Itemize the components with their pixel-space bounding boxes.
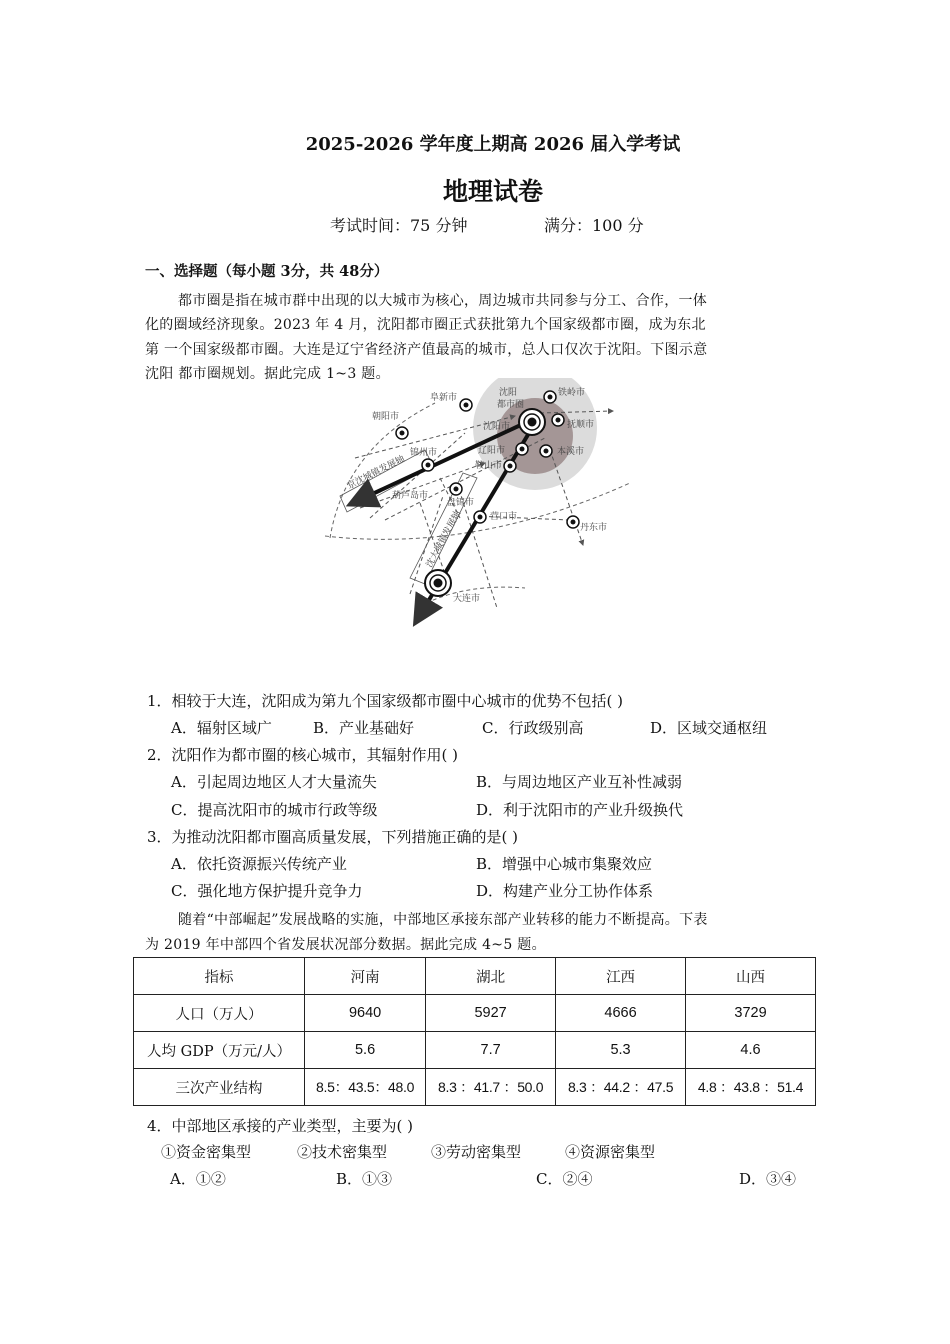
table-header: 江西 xyxy=(556,958,686,995)
table-cell: 7.7 xyxy=(426,1032,556,1069)
q1-stem: 1．相较于大连，沈阳成为第九个国家级都市圈中心城市的优势不包括( ) xyxy=(147,692,624,710)
intro2-line-2: 为 2019 年中部四个省发展状况部分数据。据此完成 4~5 题。 xyxy=(145,937,546,953)
label-yingkou: 营口市 xyxy=(490,512,518,522)
table-cell: 三次产业结构 xyxy=(134,1069,305,1106)
intro-line-1: 都市圈是指在城市群中出现的以大城市为核心，周边城市共同参与分工、合作，一体 xyxy=(178,293,708,309)
table-row xyxy=(134,1032,816,1069)
q1-option-c[interactable]: C．行政级别高 xyxy=(482,719,584,737)
label-liaoyang: 辽阳市 xyxy=(478,446,506,456)
table-header-row xyxy=(134,958,816,995)
table-cell: 9640 xyxy=(305,995,426,1032)
table-cell: 8.3 ：44.2 ：47.5 xyxy=(556,1069,686,1106)
intro2-line-1: 随着“中部崛起”发展战略的实施，中部地区承接东部产业转移的能力不断提高。下表 xyxy=(178,912,708,928)
table-cell: 人口（万人） xyxy=(134,995,305,1032)
label-shenyang: 沈阳市 xyxy=(483,422,511,432)
city-dalian xyxy=(425,570,451,596)
q4-stem: 4．中部地区承接的产业类型，主要为( ) xyxy=(147,1117,414,1135)
q3-stem: 3．为推动沈阳都市圈高质量发展，下列措施正确的是( ) xyxy=(147,828,519,846)
label-benxi: 本溪市 xyxy=(557,447,585,457)
q2-option-a[interactable]: A．引起周边地区人才大量流失 xyxy=(171,773,377,791)
label-fushun: 抚顺市 xyxy=(567,420,595,430)
table-header: 河南 xyxy=(305,958,426,995)
intro-line-3: 第 一个国家级都市圈。大连是辽宁省经济产值最高的城市，总人口仅次于沈阳。下图示意 xyxy=(145,342,708,358)
q3-option-b[interactable]: B．增强中心城市集聚效应 xyxy=(476,855,653,873)
q1-option-d[interactable]: D．区域交通枢纽 xyxy=(650,719,768,737)
q4-option-c[interactable]: C．②④ xyxy=(536,1170,593,1188)
table-cell: 5927 xyxy=(426,995,556,1032)
intro-line-2: 化的圈域经济现象。2023 年 4 月，沈阳都市圈正式获批第九个国家级都市圈，成为东北 xyxy=(145,317,706,333)
q2-option-d[interactable]: D．利于沈阳市的产业升级换代 xyxy=(476,801,684,819)
q4-item-1: ①资金密集型 xyxy=(161,1143,252,1161)
q4-option-d[interactable]: D．③④ xyxy=(739,1170,797,1188)
subject-title: 地理试卷 xyxy=(442,177,543,206)
label-shenyang-metro: 沈阳 xyxy=(499,388,518,398)
section-heading: 一、选择题（每小题 3分，共 48分） xyxy=(145,263,389,280)
label-panjin: 盘锦市 xyxy=(447,498,475,508)
table-cell: 4.8 ：43.8 ：51.4 xyxy=(686,1069,816,1106)
label-axis1: 京沈城镇发展轴 xyxy=(345,454,407,492)
table-cell: 4666 xyxy=(556,995,686,1032)
label-axis2: 沈大城镇发展轴 xyxy=(424,509,464,570)
q2-stem: 2．沈阳作为都市圈的核心城市，其辐射作用( ) xyxy=(147,746,459,764)
q2-option-b[interactable]: B．与周边地区产业互补性减弱 xyxy=(476,773,683,791)
label-anshan: 鞍山市 xyxy=(475,461,503,471)
table-row xyxy=(134,995,816,1032)
table-cell: 5.3 xyxy=(556,1032,686,1069)
q4-item-4: ④资源密集型 xyxy=(565,1143,656,1161)
table-cell: 8.5：43.5：48.0 xyxy=(305,1069,426,1106)
table-cell: 5.6 xyxy=(305,1032,426,1069)
exam-title: 2025-2026 学年度上期高 2026 届入学考试 xyxy=(305,134,681,155)
label-shenyang-metro2: 都市圈 xyxy=(497,400,525,410)
table-header: 山西 xyxy=(686,958,816,995)
q2-option-c[interactable]: C．提高沈阳市的城市行政等级 xyxy=(171,801,378,819)
province-data-table xyxy=(133,957,816,1106)
table-cell: 4.6 xyxy=(686,1032,816,1069)
table-header: 指标 xyxy=(134,958,305,995)
label-dandong: 丹东市 xyxy=(580,523,608,533)
q4-option-a[interactable]: A．①② xyxy=(170,1170,226,1188)
table-row xyxy=(134,1069,816,1106)
city-shenyang xyxy=(519,409,545,435)
label-huludao: 葫芦岛市 xyxy=(392,491,429,501)
q3-option-c[interactable]: C．强化地方保护提升竞争力 xyxy=(171,882,363,900)
table-cell: 8.3 ：41.7 ：50.0 xyxy=(426,1069,556,1106)
q1-option-b[interactable]: B．产业基础好 xyxy=(313,719,415,737)
q3-option-a[interactable]: A．依托资源振兴传统产业 xyxy=(171,855,347,873)
label-fuxin: 阜新市 xyxy=(430,393,458,403)
exam-time: 考试时间：75 分钟 xyxy=(330,216,468,235)
q3-option-d[interactable]: D．构建产业分工协作体系 xyxy=(476,882,654,900)
q1-option-a[interactable]: A．辐射区域广 xyxy=(171,719,272,737)
table-cell: 3729 xyxy=(686,995,816,1032)
q4-option-b[interactable]: B．①③ xyxy=(336,1170,393,1188)
label-tieling: 铁岭市 xyxy=(558,388,586,398)
full-score: 满分：100 分 xyxy=(544,216,644,235)
table-cell: 人均 GDP（万元/人） xyxy=(134,1032,305,1069)
table-header: 湖北 xyxy=(426,958,556,995)
shenyang-metro-map xyxy=(325,378,635,633)
intro-line-4: 沈阳 都市圈规划。据此完成 1~3 题。 xyxy=(145,366,390,382)
label-chaoyang: 朝阳市 xyxy=(372,412,400,422)
label-dalian: 大连市 xyxy=(453,594,481,604)
q4-item-3: ③劳动密集型 xyxy=(431,1143,522,1161)
label-jinzhou: 锦州市 xyxy=(410,448,438,458)
q4-item-2: ②技术密集型 xyxy=(297,1143,388,1161)
